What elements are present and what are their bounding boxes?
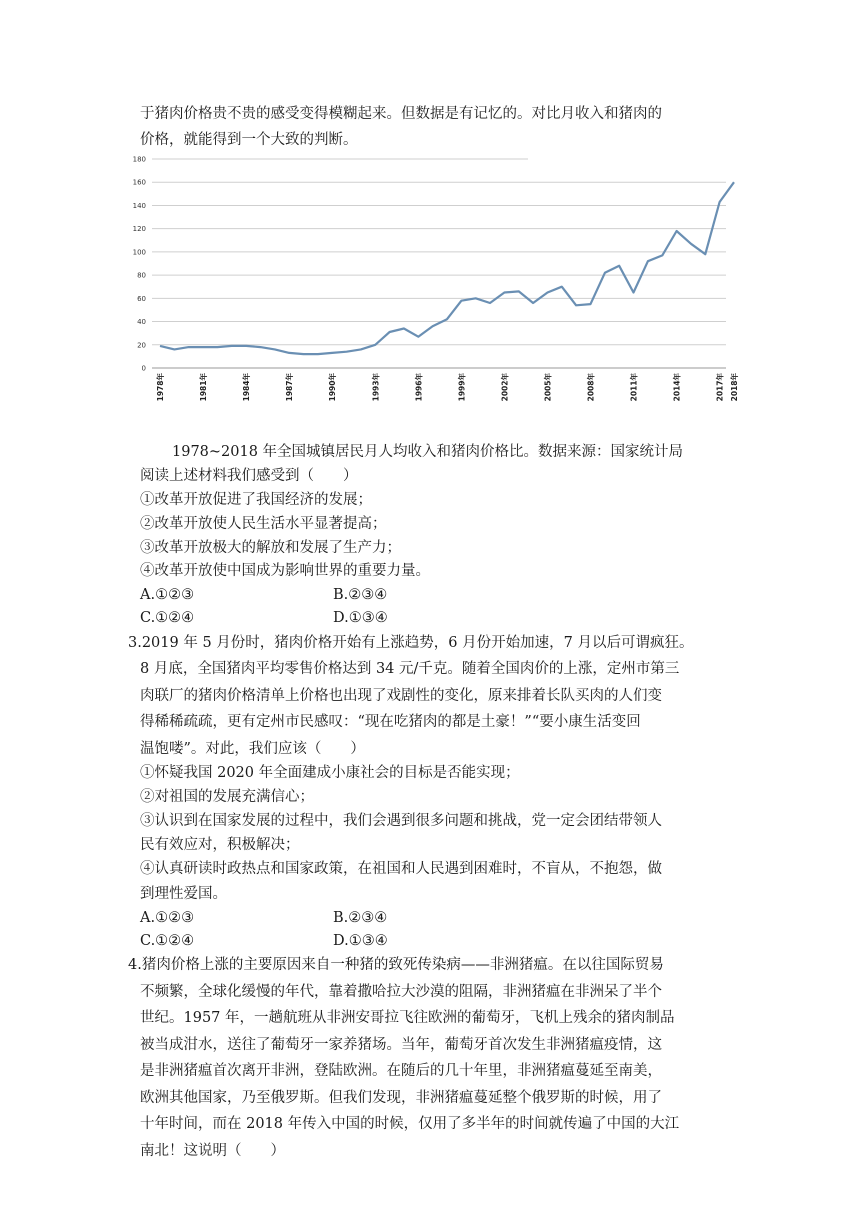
y-tick-label: 180 xyxy=(132,155,146,164)
q3-item: ③认识到在国家发展的过程中，我们会遇到很多问题和挑战，党一定会团结带领人 xyxy=(140,813,662,829)
x-tick-label: 1990年 xyxy=(328,373,338,402)
q2-stem: 阅读上述材料我们感受到（ ） xyxy=(140,468,358,484)
x-tick-label: 1996年 xyxy=(414,373,424,402)
x-tick-label: 1984年 xyxy=(242,373,252,402)
y-tick-label: 60 xyxy=(137,294,146,303)
x-tick-label: 1978年 xyxy=(156,373,165,402)
q4-line: 南北！这说明（ ） xyxy=(140,1143,285,1159)
x-tick-label: 1993年 xyxy=(371,373,381,402)
q3-line: 温饱喽”。对此，我们应该（ ） xyxy=(140,741,365,757)
y-tick-label: 0 xyxy=(141,364,146,373)
q2-item: ②改革开放使人民生活水平显著提高； xyxy=(140,516,387,532)
q3-line: 3.2019 年 5 月份时，猪肉价格开始有上涨趋势，6 月份开始加速，7 月以后可谓疯狂。 xyxy=(128,635,694,651)
q3-option-b[interactable]: B.②③④ xyxy=(333,910,388,926)
x-tick-label: 2011年 xyxy=(629,373,639,402)
y-tick-label: 120 xyxy=(132,225,146,234)
q3-item: 民有效应对，积极解决； xyxy=(140,837,300,853)
chart-background xyxy=(128,152,740,414)
y-tick-label: 140 xyxy=(132,201,146,210)
x-tick-label: 2014年 xyxy=(672,373,682,402)
q2-option-c[interactable]: C.①②④ xyxy=(140,610,195,626)
intro-line-2: 价格，就能得到一个大致的判断。 xyxy=(140,132,358,148)
q3-line: 8 月底，全国猪肉平均零售价格达到 34 元/千克。随着全国肉价的上涨，定州市第三 xyxy=(140,661,680,677)
y-tick-label: 160 xyxy=(132,178,146,187)
y-tick-label: 80 xyxy=(137,271,146,280)
q3-item: ①怀疑我国 2020 年全面建成小康社会的目标是否能实现； xyxy=(140,765,520,781)
q3-option-a[interactable]: A.①②③ xyxy=(140,910,195,926)
x-tick-label: 2005年 xyxy=(543,373,553,402)
q3-item: 到理性爱国。 xyxy=(140,886,227,902)
q4-line: 被当成泔水，送往了葡萄牙一家养猪场。当年，葡萄牙首次发生非洲猪瘟疫情，这 xyxy=(140,1037,662,1053)
y-tick-label: 20 xyxy=(137,341,146,350)
q4-line: 是非洲猪瘟首次离开非洲，登陆欧洲。在随后的几十年里，非洲猪瘟蔓延至南美， xyxy=(140,1063,662,1079)
y-tick-label: 40 xyxy=(137,318,146,327)
x-tick-label: 2017年 xyxy=(715,373,725,402)
q3-line: 得稀稀疏疏，更有定州市民感叹：“现在吃猪肉的都是土豪！”“要小康生活变回 xyxy=(140,714,641,730)
q4-line: 世纪。1957 年，一趟航班从非洲安哥拉飞往欧洲的葡萄牙，飞机上残余的猪肉制品 xyxy=(140,1010,675,1026)
q2-option-a[interactable]: A.①②③ xyxy=(140,587,195,603)
x-tick-label: 2008年 xyxy=(586,373,596,402)
q4-line: 4.猪肉价格上涨的主要原因来自一种猪的致死传染病——非洲猪瘟。在以往国际贸易 xyxy=(128,957,664,973)
q2-item: ④改革开放使中国成为影响世界的重要力量。 xyxy=(140,563,430,579)
q2-option-d[interactable]: D.①③④ xyxy=(333,610,388,626)
x-tick-label: 2018年 xyxy=(730,373,739,402)
q2-option-b[interactable]: B.②③④ xyxy=(333,587,388,603)
y-tick-label: 100 xyxy=(132,248,146,257)
q4-line: 欧洲其他国家，乃至俄罗斯。但我们发现，非洲猪瘟蔓延整个俄罗斯的时候，用了 xyxy=(140,1090,662,1106)
x-tick-label: 1987年 xyxy=(285,373,295,402)
q4-line: 不频繁，全球化缓慢的年代，靠着撒哈拉大沙漠的阻隔，非洲猪瘟在非洲呆了半个 xyxy=(140,984,662,1000)
q3-item: ④认真研读时政热点和国家政策，在祖国和人民遇到困难时，不盲从，不抱怨，做 xyxy=(140,861,662,877)
q4-line: 十年时间，而在 2018 年传入中国的时候，仅用了多半年的时间就传遍了中国的大江 xyxy=(140,1116,680,1132)
x-tick-label: 2002年 xyxy=(500,373,510,402)
q3-option-d[interactable]: D.①③④ xyxy=(333,933,388,949)
intro-line-1: 于猪肉价格贵不贵的感受变得模糊起来。但数据是有记忆的。对比月收入和猪肉的 xyxy=(140,106,662,122)
income-pork-chart xyxy=(128,152,740,414)
q2-item: ③改革开放极大的解放和发展了生产力； xyxy=(140,540,401,556)
q2-item: ①改革开放促进了我国经济的发展； xyxy=(140,492,372,508)
q3-line: 肉联厂的猪肉价格清单上价格也出现了戏剧性的变化，原来排着长队买肉的人们变 xyxy=(140,688,662,704)
x-tick-label: 1981年 xyxy=(199,373,209,402)
chart-caption: 1978~2018 年全国城镇居民月人均收入和猪肉价格比。数据来源：国家统计局 xyxy=(172,444,684,460)
q3-item: ②对祖国的发展充满信心； xyxy=(140,789,314,805)
q3-option-c[interactable]: C.①②④ xyxy=(140,933,195,949)
chart-svg xyxy=(128,152,740,414)
x-tick-label: 1999年 xyxy=(457,373,467,402)
